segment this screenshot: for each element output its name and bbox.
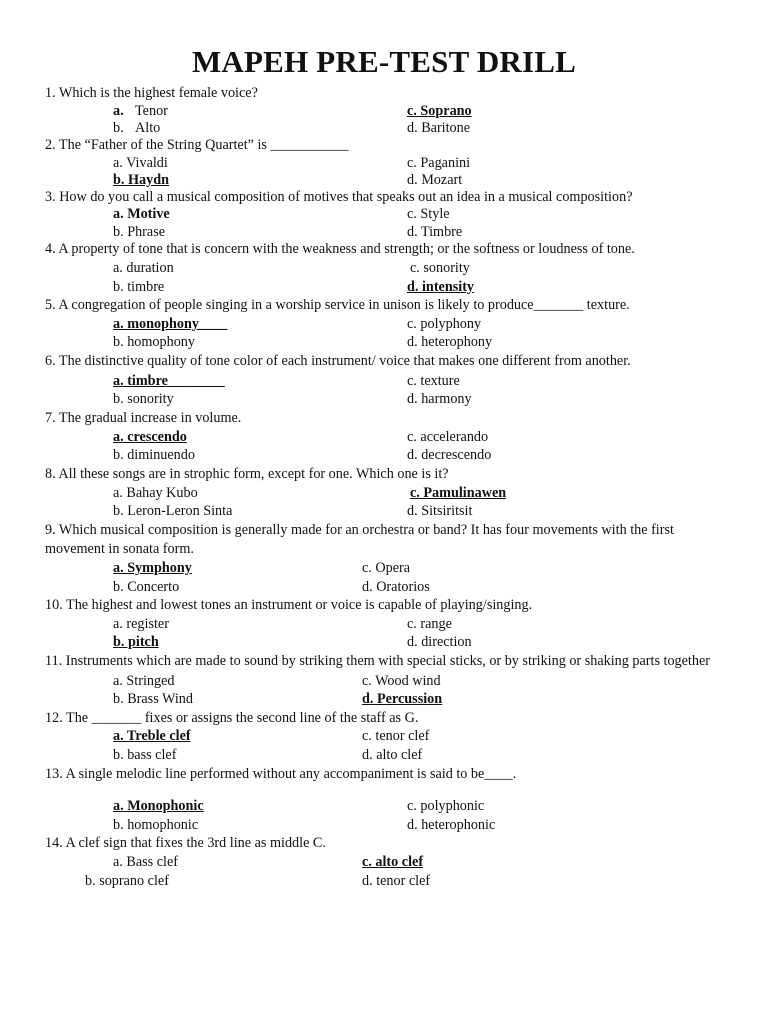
option-4a: a. duration xyxy=(113,260,174,276)
question-1: 1. Which is the highest female voice? xyxy=(45,85,258,101)
option-14c-correct: c. alto clef xyxy=(362,854,424,870)
option-1b xyxy=(113,120,160,137)
option-8a: a. Bahay Kubo xyxy=(113,485,198,501)
option-5d: d. heterophony xyxy=(407,334,493,350)
option-12d: d. alto clef xyxy=(362,747,423,763)
option-1d: d. Baritone xyxy=(407,120,471,136)
option-1c-correct: c. Soprano xyxy=(407,103,472,119)
option-12b: b. bass clef xyxy=(113,747,177,763)
option-2b-correct: b. Haydn xyxy=(113,172,169,188)
question-10: 10. The highest and lowest tones an instrument or voice is capable of playing/singing. xyxy=(45,597,533,613)
option-7d: d. decrescendo xyxy=(407,447,492,463)
option-8c-correct: c. Pamulinawen xyxy=(410,485,507,501)
option-2c: c. Paganini xyxy=(407,155,471,171)
option-5a-correct: a. monophony____ xyxy=(113,316,228,332)
option-5c: c. polyphony xyxy=(407,316,482,332)
option-4d-correct: d. intensity xyxy=(407,279,475,295)
option-9a-correct: a. Symphony xyxy=(113,560,192,576)
question-4: 4. A property of tone that is concern with the weakness and strength; or the softness or loudness of tone. xyxy=(45,241,635,257)
option-3a-correct: a. Motive xyxy=(113,206,170,222)
option-5b: b. homophony xyxy=(113,334,195,350)
option-2a: a. Vivaldi xyxy=(113,155,168,171)
option-10c: c. range xyxy=(407,616,452,632)
option-13d: d. heterophonic xyxy=(407,817,496,833)
option-12a-correct: a. Treble clef xyxy=(113,728,191,744)
option-7b: b. diminuendo xyxy=(113,447,195,463)
option-14a: a. Bass clef xyxy=(113,854,179,870)
option-3b: b. Phrase xyxy=(113,224,166,240)
option-9d: d. Oratorios xyxy=(362,579,430,595)
option-11d-correct: d. Percussion xyxy=(362,691,443,707)
option-6b: b. sonority xyxy=(113,391,174,407)
option-9c: c. Opera xyxy=(362,560,411,576)
question-12: 12. The _______ fixes or assigns the second line of the staff as G. xyxy=(45,710,419,726)
question-3: 3. How do you call a musical composition of motives that speaks out an idea in a musical composition? xyxy=(45,189,633,205)
question-11: 11. Instruments which are made to sound by striking them with special sticks, or by striking or shaking parts together xyxy=(45,653,710,669)
option-letter: b. xyxy=(113,120,124,136)
option-2d: d. Mozart xyxy=(407,172,463,188)
option-6a-correct: a. timbre________ xyxy=(113,373,225,389)
option-1a xyxy=(113,103,168,120)
option-8b: b. Leron-Leron Sinta xyxy=(113,503,233,519)
option-3c: c. Style xyxy=(407,206,450,222)
option-text: Alto xyxy=(135,120,161,136)
question-6: 6. The distinctive quality of tone color of each instrument/ voice that makes one different from another. xyxy=(45,353,631,369)
option-8d: d. Sitsiritsit xyxy=(407,503,473,519)
option-13b: b. homophonic xyxy=(113,817,199,833)
option-3d: d. Timbre xyxy=(407,224,463,240)
question-5: 5. A congregation of people singing in a worship service in unison is likely to produce_______ texture. xyxy=(45,297,630,313)
option-10b-correct: b. pitch xyxy=(113,634,159,650)
question-8: 8. All these songs are in strophic form, except for one. Which one is it? xyxy=(45,466,449,482)
option-13a-correct: a. Monophonic xyxy=(113,798,204,814)
question-13: 13. A single melodic line performed without any accompaniment is said to be____. xyxy=(45,766,517,782)
option-7a-correct: a. crescendo xyxy=(113,429,187,445)
question-14: 14. A clef sign that fixes the 3rd line as middle C. xyxy=(45,835,326,851)
option-text: Tenor xyxy=(135,103,168,119)
option-6d: d. harmony xyxy=(407,391,472,407)
option-11c: c. Wood wind xyxy=(362,673,441,689)
option-4c: c. sonority xyxy=(410,260,470,276)
page-title: MAPEH PRE-TEST DRILL xyxy=(191,44,577,79)
question-9: 9. Which musical composition is generally made for an orchestra or band? It has four movements with the first movement in sonata form. xyxy=(45,522,674,557)
option-11b: b. Brass Wind xyxy=(113,691,193,707)
option-12c: c. tenor clef xyxy=(362,728,430,744)
option-6c: c. texture xyxy=(407,373,460,389)
option-11a: a. Stringed xyxy=(113,673,175,689)
option-14d: d. tenor clef xyxy=(362,873,431,889)
option-10d: d. direction xyxy=(407,634,472,650)
option-10a: a. register xyxy=(113,616,169,632)
question-2: 2. The “Father of the String Quartet” is ___________ xyxy=(45,137,349,153)
question-7: 7. The gradual increase in volume. xyxy=(45,410,242,426)
option-7c: c. accelerando xyxy=(407,429,489,445)
option-9b: b. Concerto xyxy=(113,579,180,595)
option-letter: a. xyxy=(113,103,124,119)
option-14b: b. soprano clef xyxy=(85,873,169,889)
option-13c: c. polyphonic xyxy=(407,798,485,814)
option-4b: b. timbre xyxy=(113,279,165,295)
